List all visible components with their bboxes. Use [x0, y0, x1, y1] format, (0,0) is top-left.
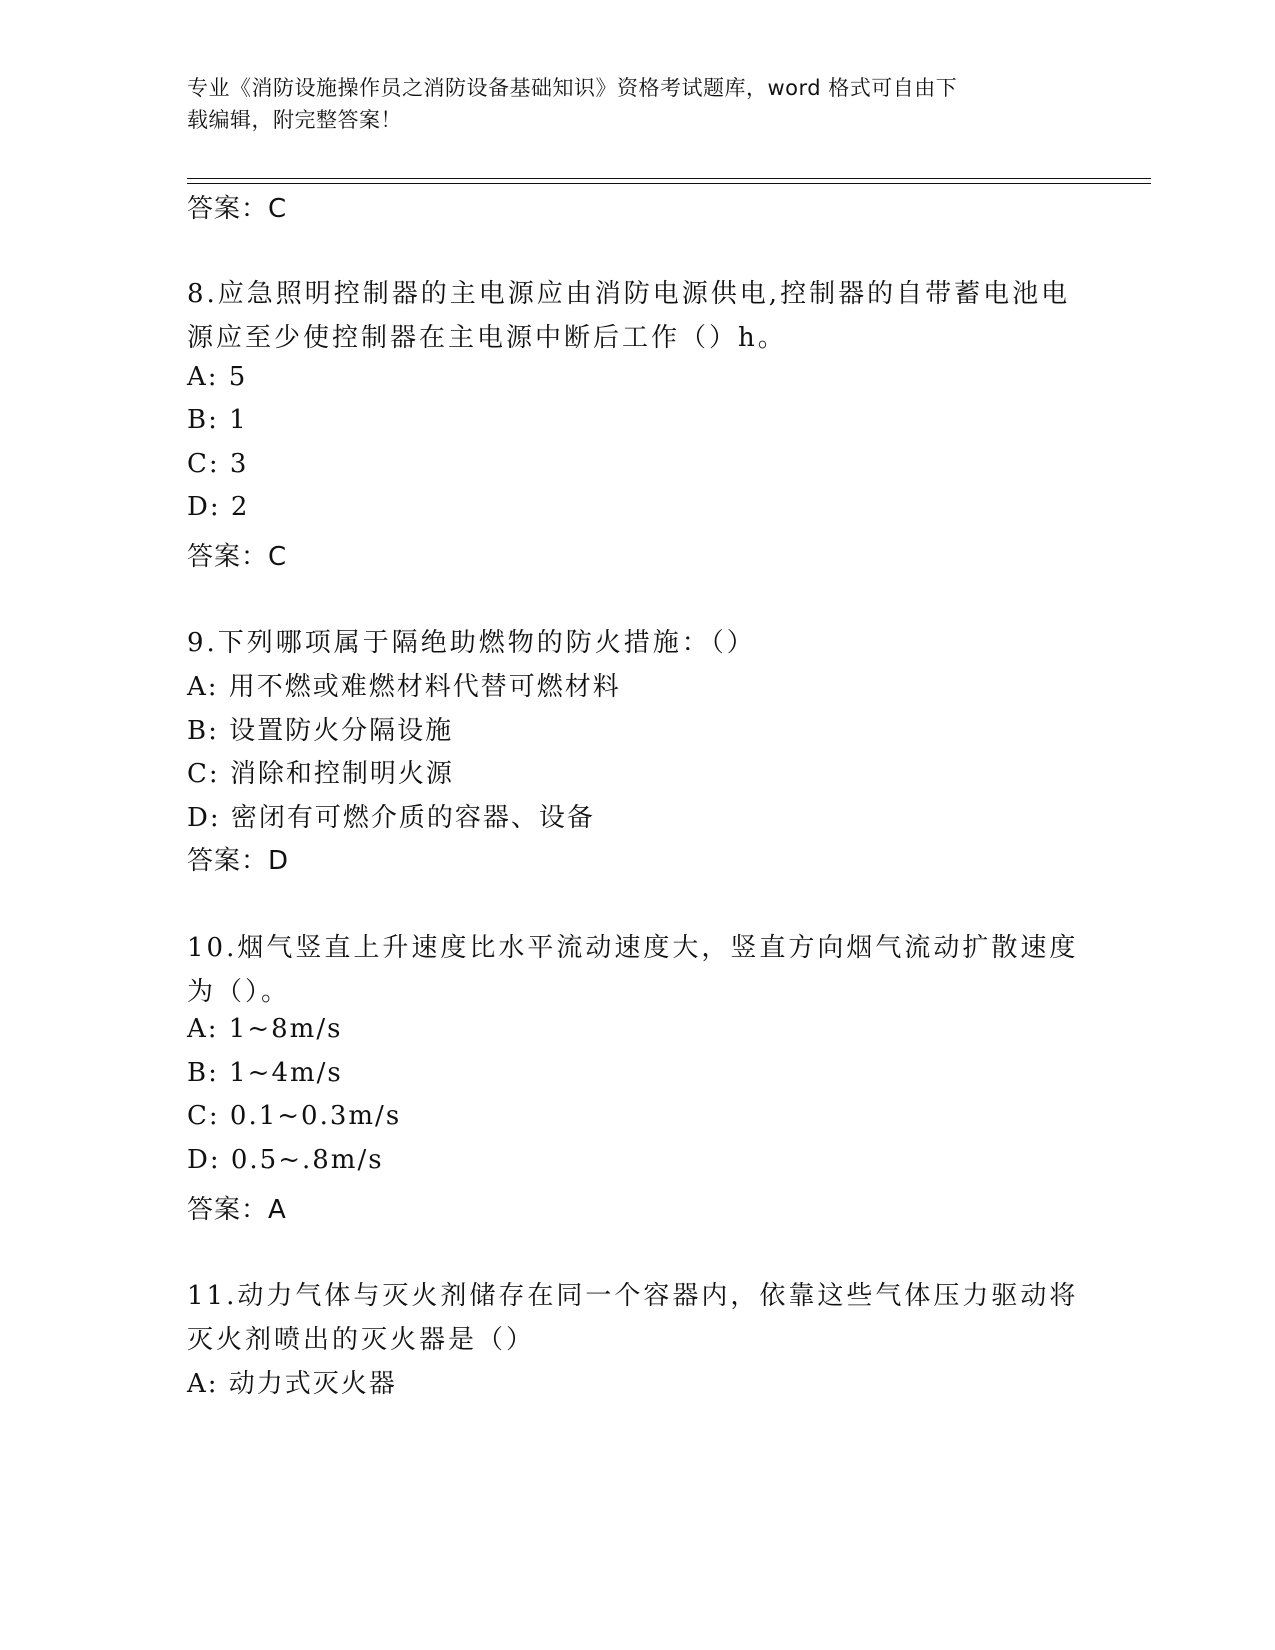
header-line-2: 载编辑，附完整答案！: [187, 108, 402, 132]
question-9-answer: 答案：D: [187, 846, 290, 876]
header-line-1: 专业《消防设施操作员之消防设备基础知识》资格考试题库，word 格式可自由下: [187, 76, 958, 100]
question-10-answer: 答案：A: [187, 1195, 287, 1225]
question-8-option-b: B: 1: [187, 405, 248, 435]
question-10-option-a: A: 1~8m/s: [187, 1014, 343, 1044]
question-9-option-b: B: 设置防火分隔设施: [187, 716, 454, 746]
question-11-line-1: 11.动力气体与灭火剂储存在同一个容器内，依靠这些气体压力驱动将: [187, 1281, 1079, 1311]
question-9-option-c: C: 消除和控制明火源: [187, 759, 454, 789]
question-10-line-2: 为（）。: [187, 977, 291, 1007]
question-8-line-1: 8.应急照明控制器的主电源应由消防电源供电,控制器的自带蓄电池电: [187, 279, 1071, 309]
previous-answer: 答案：C: [187, 194, 288, 224]
header-rule-top: [187, 178, 1151, 179]
question-9-option-a: A: 用不燃或难燃材料代替可燃材料: [187, 672, 621, 702]
question-8-answer: 答案：C: [187, 542, 288, 572]
question-8-line-2: 源应至少使控制器在主电源中断后工作（）h。: [187, 323, 787, 353]
question-8-option-c: C: 3: [187, 449, 249, 479]
question-8-option-d: D: 2: [187, 492, 250, 522]
question-10-option-c: C: 0.1~0.3m/s: [187, 1101, 402, 1131]
question-10-option-d: D: 0.5~.8m/s: [187, 1145, 384, 1175]
question-8-option-a: A: 5: [187, 362, 248, 392]
question-11-line-2: 灭火剂喷出的灭火器是（）: [187, 1325, 536, 1355]
question-9-line-1: 9.下列哪项属于隔绝助燃物的防火措施：（）: [187, 628, 756, 658]
question-10-option-b: B: 1~4m/s: [187, 1058, 343, 1088]
question-10-line-1: 10.烟气竖直上升速度比水平流动速度大，竖直方向烟气流动扩散速度: [187, 933, 1079, 963]
question-9-option-d: D: 密闭有可燃介质的容器、设备: [187, 803, 595, 833]
document-header: [187, 72, 1087, 136]
header-rule-bottom: [187, 183, 1151, 184]
question-11-option-a: A: 动力式灭火器: [187, 1369, 397, 1399]
